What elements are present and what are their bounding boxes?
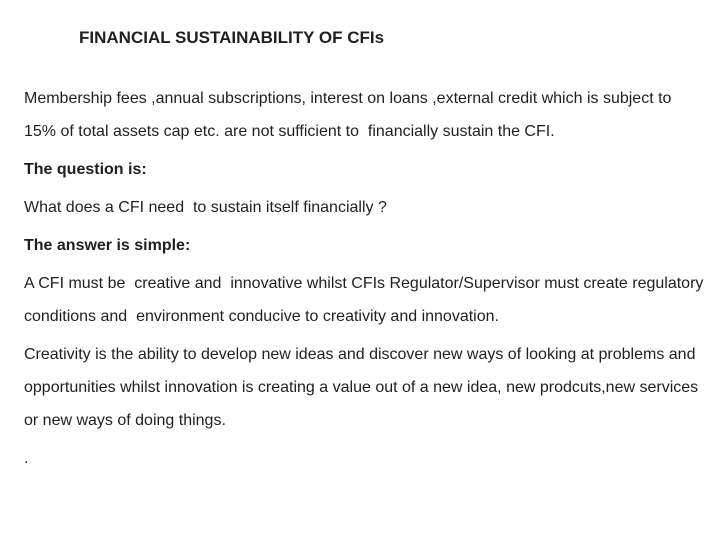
slide-body xyxy=(24,82,708,480)
creativity-paragraph: Creativity is the ability to develop new ideas and discover new ways of looking at problems and opportunities whilst innovation is creating a value out of a new idea, new prodcuts,new services or new ways of doing things. xyxy=(24,346,708,429)
paragraph-funding: Membership fees ,annual subscriptions, interest on loans ,external credit which is subject to 15% of total assets cap etc. are not sufficient to financially sustain the CFI. xyxy=(24,90,676,140)
answer-heading: The answer is simple: xyxy=(24,237,191,254)
answer-text: A CFI must be creative and innovative whilst CFIs Regulator/Supervisor must create regulatory conditions and environment conducive to creativity and innovation. xyxy=(24,275,708,325)
question-text: What does a CFI need to sustain itself financially ? xyxy=(24,199,387,216)
slide-title: FINANCIAL SUSTAINABILITY OF CFIs xyxy=(79,28,385,47)
closing-dot: . xyxy=(24,450,29,467)
question-heading: The question is: xyxy=(24,161,147,178)
